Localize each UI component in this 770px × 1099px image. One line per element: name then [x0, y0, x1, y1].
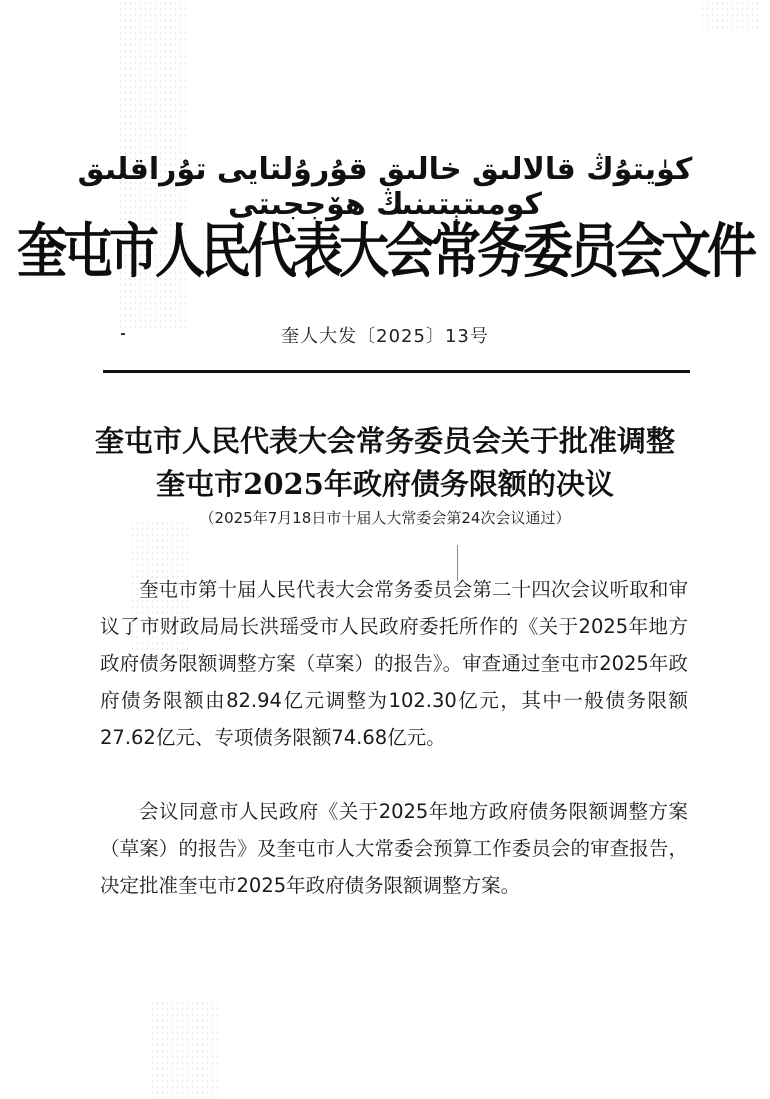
scan-noise-top-right — [700, 0, 760, 30]
resolution-title-line2: 奎屯市2025年政府债务限额的决议 — [156, 467, 614, 501]
resolution-title-line1: 奎屯市人民代表大会常务委员会关于批准调整 — [94, 424, 675, 458]
header-divider — [103, 370, 690, 373]
adoption-note: （2025年7月18日市十届人大常委会第24次会议通过） — [199, 509, 571, 527]
uyghur-header: كۈيتۇڭ قالالىق خالىق قۇرۇلتايى تۇراقلىق كومىتېتىنىڭ ھۆججىتى — [77, 152, 693, 222]
document-number: 奎人大发〔2025〕13号 — [281, 326, 489, 347]
body-paragraph-1: 奎屯市第十届人民代表大会常务委员会第二十四次会议听取和审议了市财政局局长洪瑶受市人民政府委托所作的《关于2025年地方政府债务限额调整方案（草案）的报告》。审查通过奎屯市2025年政府债务限额由82.94亿元调整为102.30亿元，其中一般债务限额27.62亿元、专项债务限额74.68亿元。 — [100, 578, 688, 749]
issuer-header: 奎屯市人民代表大会常务委员会文件 — [17, 216, 753, 286]
body-paragraph-2: 会议同意市人民政府《关于2025年地方政府债务限额调整方案（草案）的报告》及奎屯市人大常委会预算工作委员会的审查报告，决定批准奎屯市2025年政府债务限额调整方案。 — [100, 800, 688, 897]
scan-noise-bottom — [150, 1000, 220, 1099]
